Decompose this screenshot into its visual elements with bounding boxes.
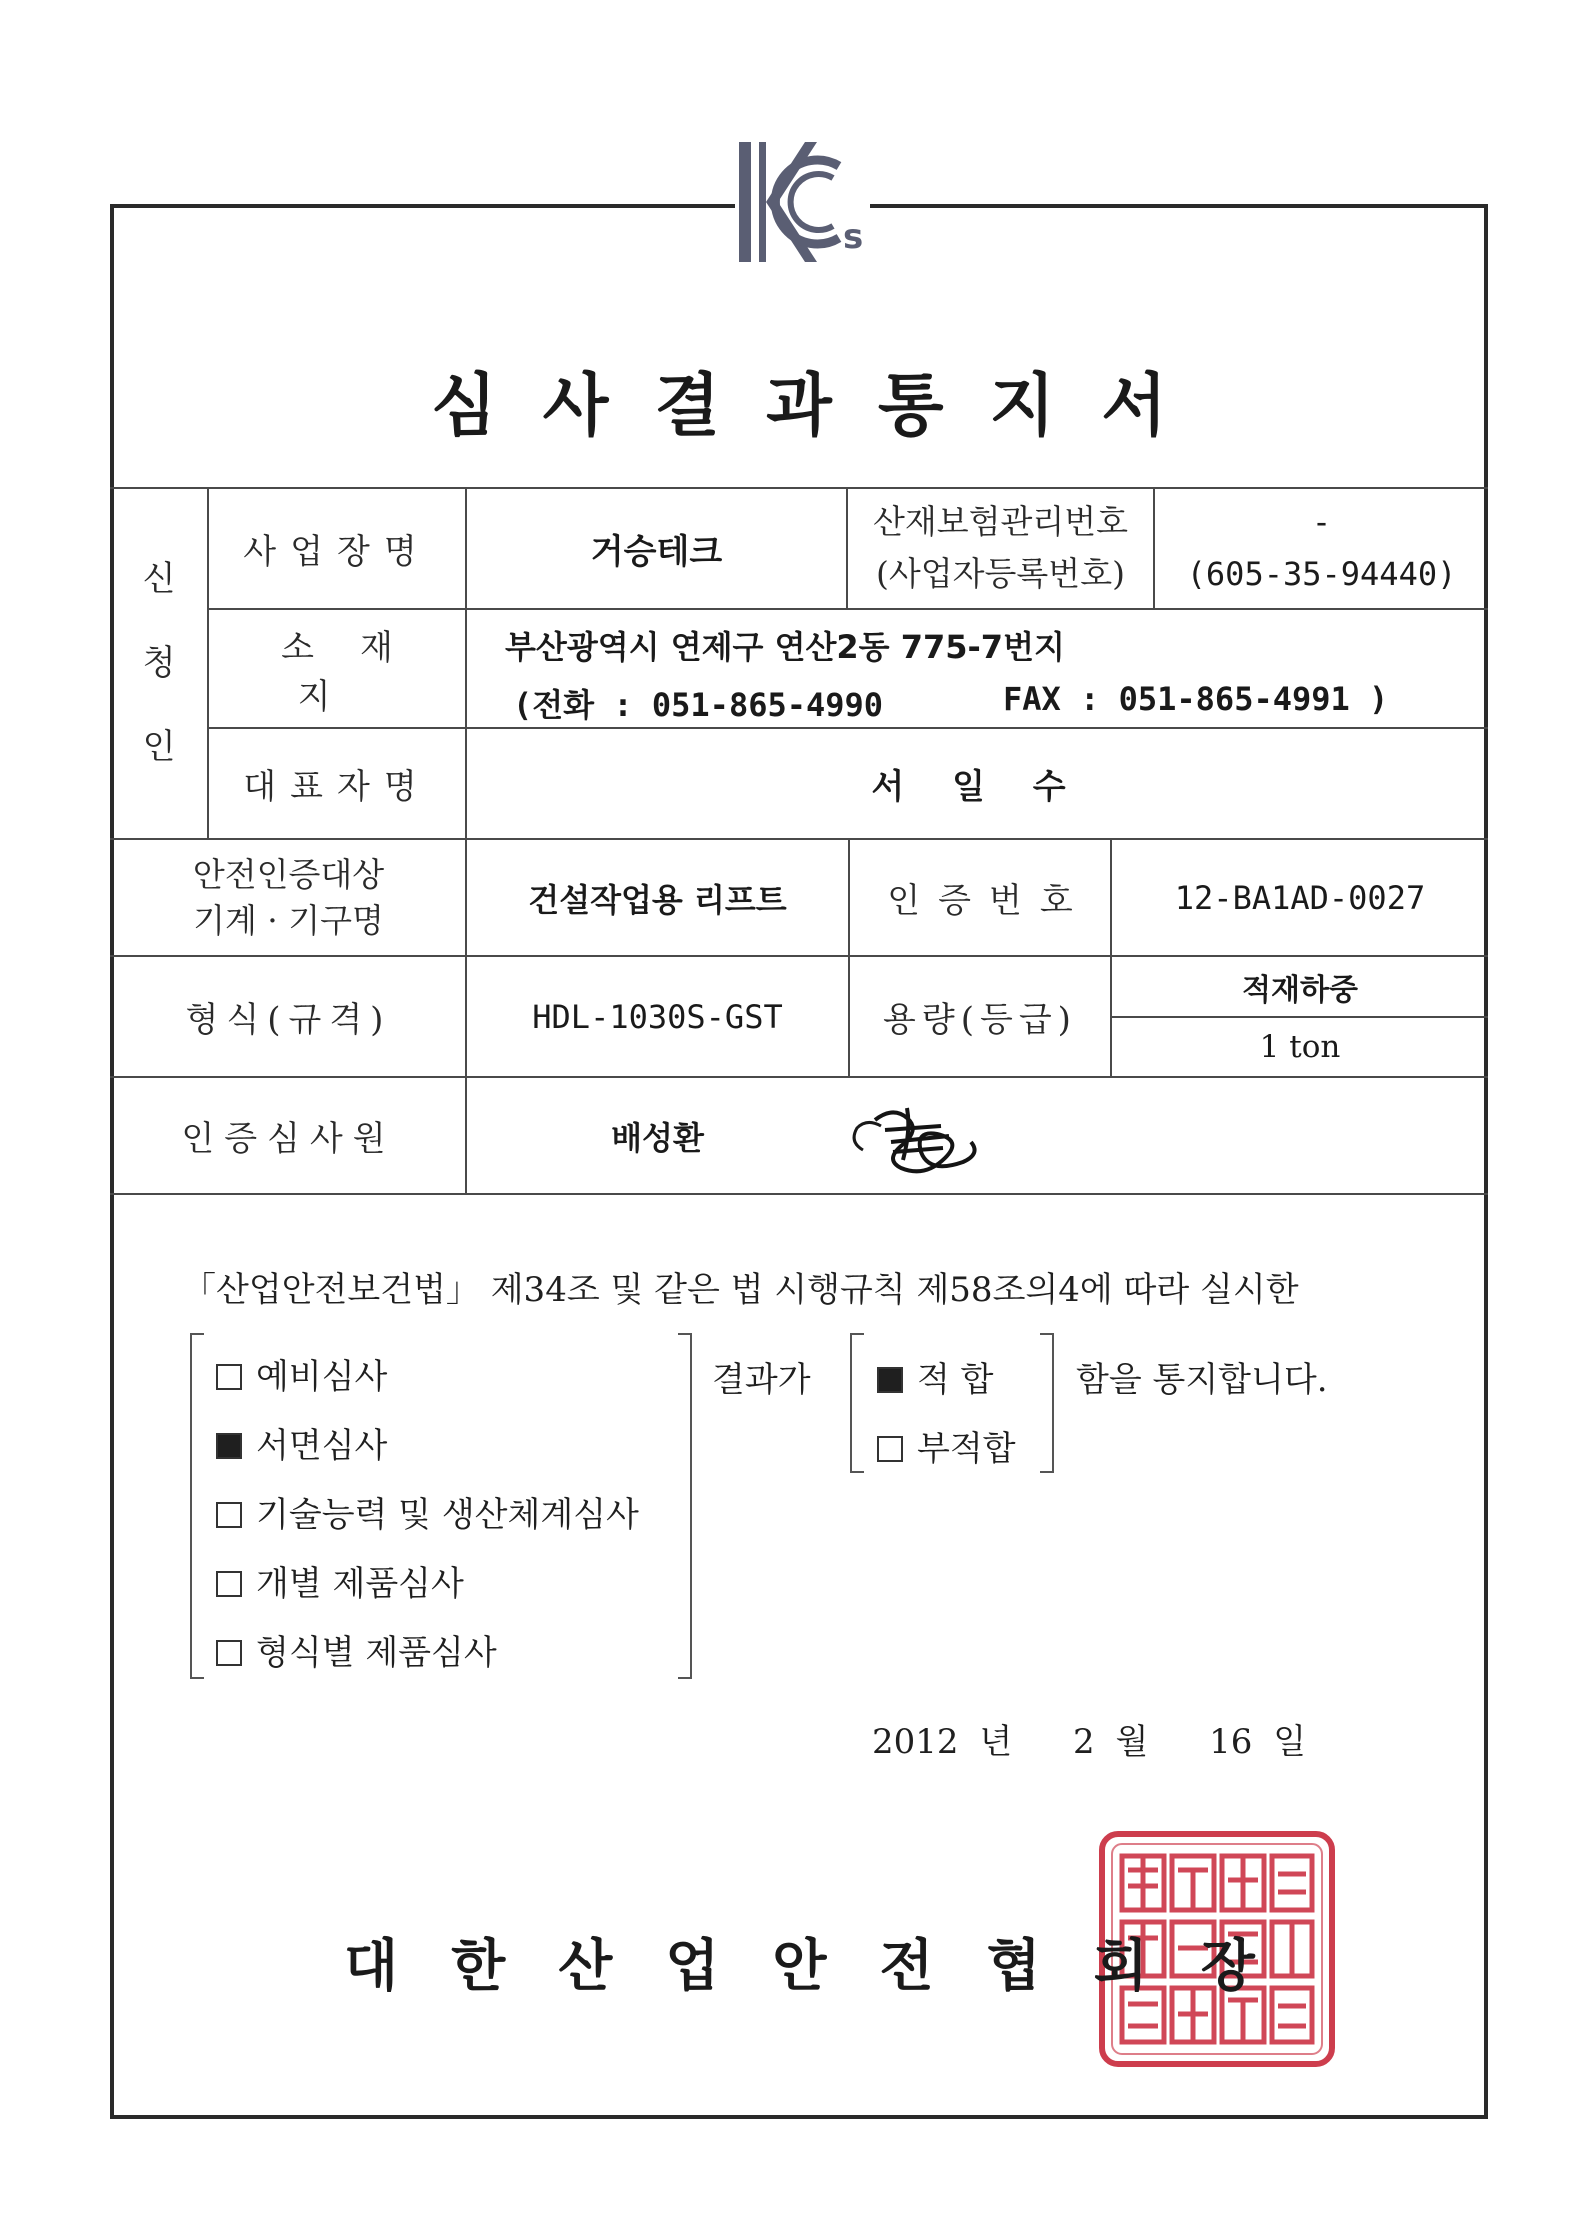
- table-line: [110, 1193, 1488, 1195]
- checkbox-unchecked-icon: [216, 1571, 242, 1597]
- applicant-section-label: [110, 488, 208, 838]
- target-machine-name: 건설작업용 리프트: [528, 880, 787, 919]
- issue-date: [872, 1714, 1306, 1763]
- result-label: 부적합: [917, 1429, 1016, 1469]
- cert-number-label: 인증번호: [887, 881, 1091, 921]
- result-label: 적 합: [917, 1360, 994, 1400]
- exam-type-model[interactable]: [216, 1625, 497, 1674]
- exam-type-label: 형식별 제품심사: [256, 1633, 497, 1673]
- insurance-number-value: [1155, 488, 1488, 608]
- kcs-logo: [735, 138, 870, 278]
- date-year-unit: 년: [979, 1722, 1013, 1762]
- result-bracket-right: [1040, 1333, 1054, 1473]
- date-day-unit: 일: [1273, 1722, 1307, 1762]
- examiner-name: 배성환: [611, 1118, 704, 1157]
- target-machine-label: [112, 840, 465, 955]
- date-month-unit: 월: [1115, 1722, 1149, 1762]
- date-month: 2: [1073, 1722, 1095, 1762]
- business-registration-number: (605-35-94440): [1186, 555, 1457, 593]
- applicant-label-char: 신: [142, 559, 176, 599]
- cert-number: 12-BA1AD-0027: [1174, 878, 1426, 917]
- target-label-line2: 기계 · 기구명: [193, 900, 384, 940]
- result-pass[interactable]: [877, 1352, 994, 1401]
- exam-type-document[interactable]: [216, 1418, 387, 1467]
- applicant-label-char: 인: [142, 727, 176, 767]
- representative-label: 대표자명: [243, 767, 431, 807]
- address-line: 부산광역시 연제구 연산2동 775-7번지: [505, 628, 1065, 666]
- result-prefix: 결과가: [712, 1360, 811, 1400]
- exam-type-label: 개별 제품심사: [256, 1564, 464, 1604]
- exam-type-label: 기술능력 및 생산체계심사: [256, 1495, 639, 1535]
- business-name-label: 사업장명: [243, 531, 431, 572]
- checkbox-unchecked-icon: [216, 1640, 242, 1666]
- result-bracket-left: [850, 1333, 864, 1473]
- exam-type-preliminary[interactable]: [216, 1349, 387, 1398]
- insurance-label-line1: 산재보험관리번호: [872, 502, 1129, 541]
- issuer-name: 대한산업안전협회장: [344, 1934, 1308, 1999]
- capacity-title: 적재하중: [1242, 972, 1358, 1008]
- checkbox-unchecked-icon: [216, 1502, 242, 1528]
- applicant-label-char: 청: [142, 643, 176, 683]
- model-number: HDL-1030S-GST: [532, 997, 783, 1036]
- checkbox-checked-icon: [216, 1433, 242, 1459]
- model-label: 형식(규격): [185, 1000, 392, 1040]
- insurance-number-label: [848, 488, 1153, 608]
- result-suffix: 함을 통지합니다.: [1076, 1360, 1328, 1400]
- legal-statement: 「산업안전보건법」 제34조 및 같은 법 시행규칙 제58조의4에 따라 실시한: [182, 1270, 1299, 1310]
- capacity-value: 1 ton: [1259, 1029, 1341, 1065]
- exam-type-label: 예비심사: [256, 1357, 388, 1397]
- phone-number: (전화 : 051-865-4990: [513, 686, 884, 724]
- exam-type-bracket-right: [678, 1333, 692, 1679]
- capacity-label: 용량(등급): [883, 1000, 1077, 1040]
- exam-type-bracket-left: [190, 1333, 204, 1679]
- exam-type-label: 서면심사: [256, 1426, 388, 1466]
- representative-name: 서 일 수: [871, 767, 1084, 807]
- checkbox-checked-icon: [877, 1367, 903, 1393]
- date-year: 2012: [872, 1722, 959, 1762]
- examiner-label: 인증심사원: [181, 1119, 396, 1159]
- examiner-signature: [845, 1090, 985, 1185]
- business-name: 거승테크: [590, 531, 723, 572]
- exam-type-technical[interactable]: [216, 1487, 639, 1536]
- checkbox-unchecked-icon: [877, 1436, 903, 1462]
- exam-type-individual[interactable]: [216, 1556, 464, 1605]
- insurance-value-line1: -: [1311, 503, 1332, 541]
- svg-text:s: s: [843, 217, 864, 257]
- fax-number: FAX : 051-865-4991 ): [1003, 680, 1389, 718]
- checkbox-unchecked-icon: [216, 1364, 242, 1390]
- target-label-line1: 안전인증대상: [192, 854, 385, 894]
- address-label: 소재지: [281, 627, 439, 717]
- date-day: 16: [1209, 1722, 1253, 1762]
- document-title: 심사결과통지서: [431, 367, 1213, 446]
- insurance-label-line2: (사업자등록번호): [876, 554, 1125, 593]
- result-fail[interactable]: [877, 1421, 1016, 1470]
